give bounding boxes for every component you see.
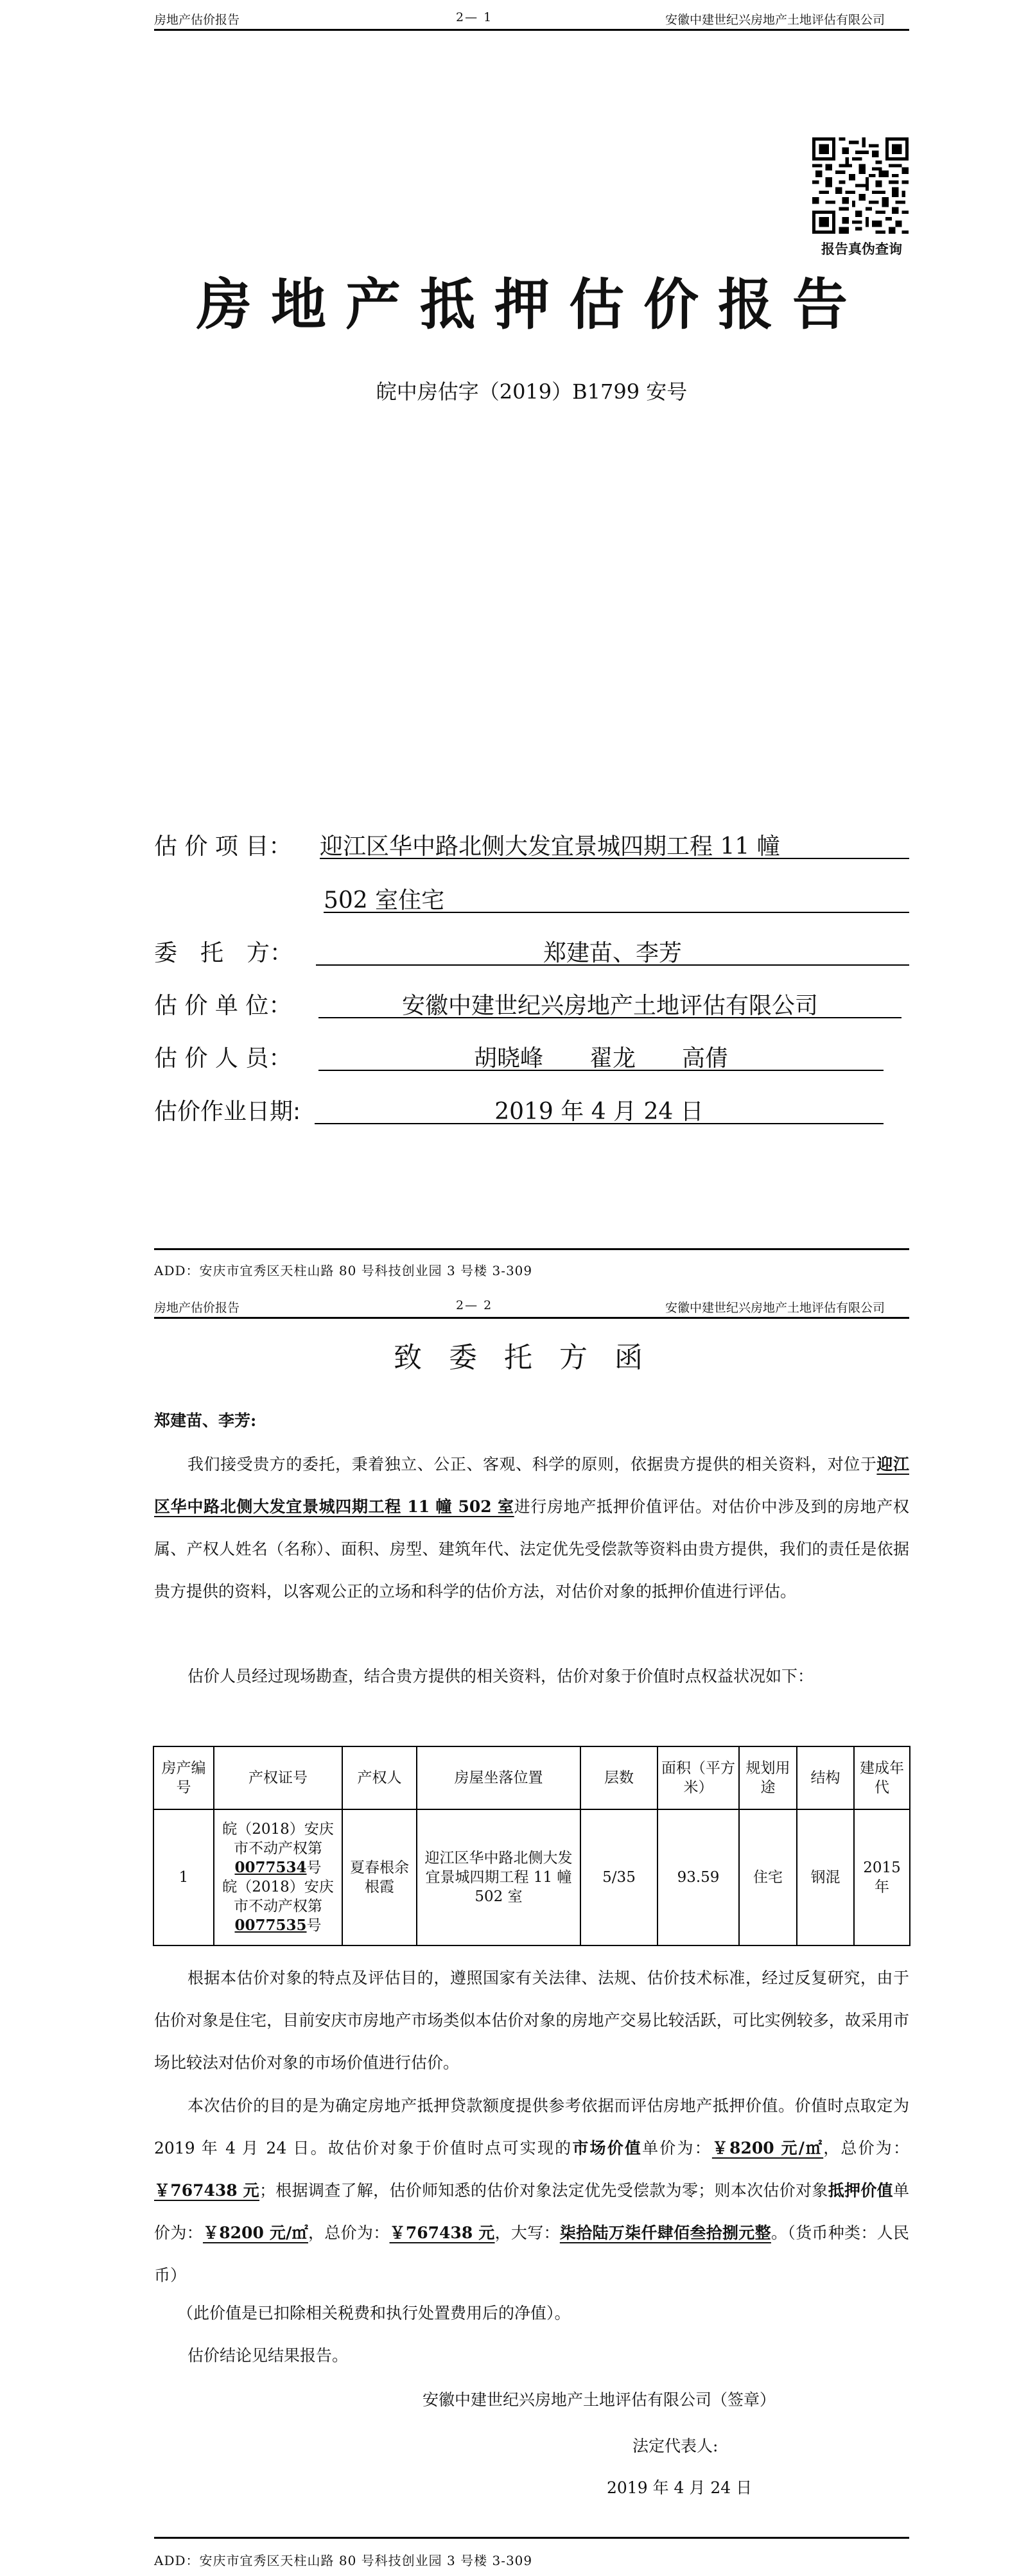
staff-value: 胡晓峰 翟龙 高倩 xyxy=(318,1040,884,1071)
cell-structure: 钢混 xyxy=(797,1809,854,1945)
footer-rule xyxy=(154,1248,909,1250)
header-company: 安徽中建世纪兴房地产土地评估有限公司 xyxy=(665,1301,885,1315)
cell-use: 住宅 xyxy=(739,1809,797,1945)
qr-code-icon[interactable] xyxy=(812,137,909,234)
header-doc-type: 房地产估价报告 xyxy=(154,13,240,27)
header-rule-2 xyxy=(154,1317,909,1319)
market-total-price: ￥767438 元 xyxy=(154,2181,259,2200)
valuation-text: ；根据调查了解，估价师知悉的估价对象法定优先受偿款为零；则本次估价对象 xyxy=(259,2181,828,2200)
mortgage-value-label: 抵押价值 xyxy=(828,2181,893,2200)
salutation: 郑建苗、李芳: xyxy=(154,1411,257,1430)
col-header: 规划用途 xyxy=(739,1746,797,1809)
valuation-text: 单价为： xyxy=(642,2139,712,2157)
cert-suffix: 号 xyxy=(306,1859,322,1876)
cell-no: 1 xyxy=(153,1809,214,1945)
cell-area: 93.59 xyxy=(658,1809,739,1945)
total-price-uppercase: 柒拾陆万柒仟肆佰叁拾捌元整 xyxy=(559,2224,771,2242)
footer-rule-2 xyxy=(154,2537,909,2539)
paragraph-intro xyxy=(154,1443,909,1613)
form-row-staff xyxy=(154,1040,909,1072)
page-header-2 xyxy=(154,1298,909,1318)
header-page-number: 2— 2 xyxy=(456,1298,493,1312)
form-row-project-cont xyxy=(154,882,909,914)
mortgage-total-price: ￥767438 元 xyxy=(389,2224,495,2242)
cell-owner: 夏春根余根霞 xyxy=(342,1809,417,1945)
date-label: 估价作业日期: xyxy=(154,1099,301,1125)
col-header: 房屋坐落位置 xyxy=(417,1746,580,1809)
date-value: 2019 年 4 月 24 日 xyxy=(315,1093,884,1124)
signing-date: 2019 年 4 月 24 日 xyxy=(607,2478,753,2497)
net-value-note: （此价值是已扣除相关税费和执行处置费用后的净值）。 xyxy=(177,2304,571,2322)
client-value: 郑建苗、李芳 xyxy=(316,935,909,966)
unit-label: 估 价 单 位： xyxy=(154,993,292,1019)
form-row-project xyxy=(154,828,909,860)
report-number: 皖中房估字（2019）B1799 安号 xyxy=(376,379,688,404)
cell-cert xyxy=(214,1809,342,1945)
table-header-row xyxy=(153,1746,910,1809)
footer-address-2: ADD：安庆市宜秀区天柱山路 80 号科技创业园 3 号楼 3-309 xyxy=(154,2553,533,2568)
col-header: 层数 xyxy=(580,1746,658,1809)
paragraph-valuation xyxy=(154,2085,909,2297)
valuation-text: 本次估价的目的是为确定房地产抵押贷款额度提供参考依据而评估房地产抵押价值。价值时点取定为 2019 年 4 月 24 日。故估价对象于价值时点可实现的 xyxy=(154,2096,909,2157)
cert-prefix: 皖（2018）安庆市不动产权第 xyxy=(222,1821,334,1857)
property-address: 迎江区华中路北侧大发宜景城四期工程 11 幢 502 室 xyxy=(154,1455,909,1516)
signing-company: 安徽中建世纪兴房地产土地评估有限公司（签章） xyxy=(422,2390,776,2409)
unit-value: 安徽中建世纪兴房地产土地评估有限公司 xyxy=(318,988,901,1018)
project-value-line1: 迎江区华中路北侧大发宜景城四期工程 11 幢 xyxy=(320,828,909,859)
valuation-text: ，总价为： xyxy=(308,2224,390,2242)
cell-floors: 5/35 xyxy=(580,1809,658,1945)
cert-number: 0077534 xyxy=(234,1859,307,1876)
intro-text-a: 我们接受贵方的委托，秉着独立、公正、客观、科学的原则，依据贵方提供的相关资料，对位于 xyxy=(187,1455,877,1474)
cert-number: 0077535 xyxy=(234,1917,307,1934)
col-header: 建成年代 xyxy=(854,1746,910,1809)
col-header: 面积（平方米） xyxy=(658,1746,739,1809)
valuation-text: ，总价为： xyxy=(823,2139,909,2157)
paragraph-method: 根据本估价对象的特点及评估目的，遵照国家有关法律、法规、估价技术标准，经过反复研究，由于估价对象是住宅，目前安庆市房地产市场类似本估价对象的房地产交易比较活跃，可比实例较多，故采用市场比较法对估价对象的市场价值进行估价。 xyxy=(154,1969,909,2072)
legal-representative: 法定代表人: xyxy=(632,2437,719,2455)
col-header: 结构 xyxy=(797,1746,854,1809)
qr-caption: 报告真伪查询 xyxy=(821,241,902,257)
footer-address: ADD：安庆市宜秀区天柱山路 80 号科技创业园 3 号楼 3-309 xyxy=(154,1263,533,1278)
header-page-number: 2— 1 xyxy=(456,10,493,24)
header-company: 安徽中建世纪兴房地产土地评估有限公司 xyxy=(665,13,885,27)
valuation-text: 。（货币种类：人民币） xyxy=(154,2224,909,2284)
staff-label: 估 价 人 员： xyxy=(154,1045,292,1072)
col-header: 产权人 xyxy=(342,1746,417,1809)
project-label: 估 价 项 目： xyxy=(154,833,292,860)
header-doc-type: 房地产估价报告 xyxy=(154,1301,240,1315)
report-title: 房地产抵押估价报告 xyxy=(196,273,867,337)
col-header: 产权证号 xyxy=(214,1746,342,1809)
intro-text-b: 进行房地产抵押价值评估。对估价中涉及到的房地产权属、产权人姓名（名称）、面积、房型、建筑年代、法定优先受偿款等资料由贵方提供，我们的责任是依据贵方提供的资料，以客观公正的立场和科学的估价方法，对估价对象的抵押价值进行评估。 xyxy=(154,1497,909,1601)
market-value-label: 市场价值 xyxy=(572,2139,643,2157)
header-rule xyxy=(154,29,909,31)
valuation-text: 单价为： xyxy=(154,2181,909,2242)
cell-location: 迎江区华中路北侧大发宜景城四期工程 11 幢 502 室 xyxy=(417,1809,580,1945)
mortgage-unit-price: ￥8200 元/㎡ xyxy=(202,2224,308,2242)
page-header xyxy=(154,10,909,30)
cell-year: 2015 年 xyxy=(854,1809,910,1945)
client-label: 委 托 方： xyxy=(154,940,293,966)
conclusion-note: 估价结论见结果报告。 xyxy=(187,2346,349,2365)
market-unit-price: ￥8200 元/㎡ xyxy=(711,2139,824,2157)
project-value-line2: 502 室住宅 xyxy=(324,882,909,913)
form-row-date xyxy=(154,1093,909,1126)
property-table xyxy=(153,1746,910,1946)
cert-suffix: 号 xyxy=(306,1917,322,1934)
paragraph-survey: 估价人员经过现场勘查，结合贵方提供的相关资料，估价对象于价值时点权益状况如下： xyxy=(187,1667,814,1685)
table-row xyxy=(153,1809,910,1945)
form-row-client xyxy=(154,935,909,967)
col-header: 房产编号 xyxy=(153,1746,214,1809)
valuation-text: ，大写： xyxy=(494,2224,560,2242)
form-row-unit xyxy=(154,988,909,1020)
cert-prefix: 皖（2018）安庆市不动产权第 xyxy=(222,1879,334,1915)
letter-title: 致委托方函 xyxy=(394,1341,670,1374)
